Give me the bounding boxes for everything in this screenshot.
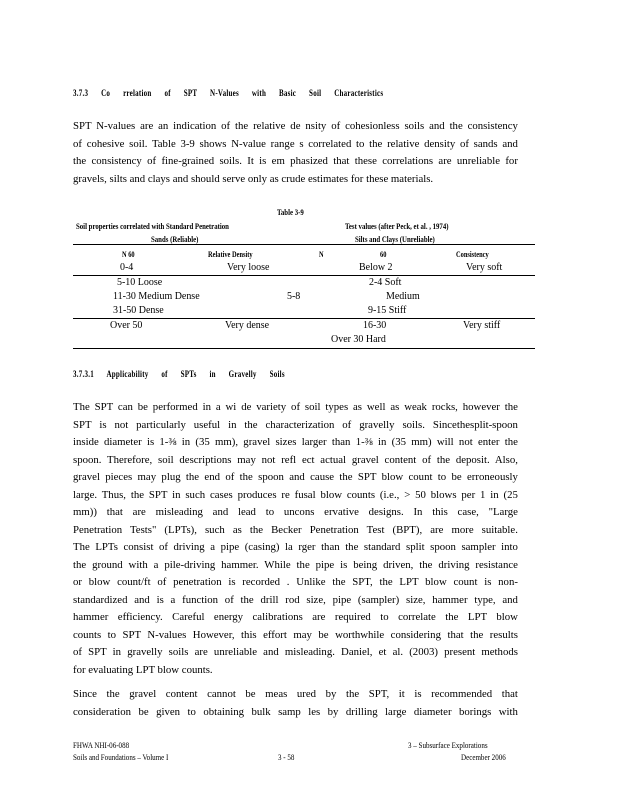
cell-soft: 2-4 Soft xyxy=(369,277,402,288)
table-rule xyxy=(73,275,535,276)
intro-line: gravels, silts and clays and should serve only as crude estimates for these materials. xyxy=(73,172,434,185)
intro-line: SPT N-values are an indication of the relative de nsity of cohesionless soils and the consistency xyxy=(73,120,518,132)
footer-chapter: 3 – Subsurface Explorations xyxy=(408,741,488,750)
table-rule xyxy=(73,318,535,319)
body-line: standardized and is a function of the drill rod size, pipe (sampler) size, hammer type, and xyxy=(73,593,518,606)
closing-paragraph xyxy=(73,686,518,721)
body-line: The LPTs consist of driving a pipe (casing) la rger than the standard split spoon sampler into xyxy=(73,541,518,553)
cell-n-0-4: 0-4 xyxy=(120,262,134,273)
body-line: inside diameter is 1-⅜ in (35 mm), gravel sizes larger than 1-⅜ in (35 mm) will not enter the xyxy=(73,436,518,448)
body-line: Penetration Tests" (LPTs), such as the Becker Penetration Test (BPT), are more suitable. xyxy=(73,523,518,536)
cell-dense: 31-50 Dense xyxy=(113,305,164,316)
header-consistency: Consistency xyxy=(456,250,489,259)
body-line: large. Thus, the SPT in such cases produces re fusal blow counts (i.e., > 50 blows per 1 in (25 xyxy=(73,488,518,501)
intro-line: the consistency of fine-grained soils. It is em phasized that these correlations are unreliable for xyxy=(73,155,518,167)
cell-very-stiff: Very stiff xyxy=(463,320,501,331)
body-line: mm)) that are misleading and lead to uncons ervative designs. In this case, "Large xyxy=(73,506,518,518)
cell-very-loose: Very loose xyxy=(227,262,270,273)
footer-title: Soils and Foundations – Volume I xyxy=(73,753,169,762)
closing-line: Since the gravel content cannot be meas ured by the SPT, it is recommended that xyxy=(73,688,518,700)
footer-publication-id: FHWA NHI-06-088 xyxy=(73,741,130,750)
body-line: or blow count/ft of penetration is recorded . Unlike the SPT, the LPT blow count is non- xyxy=(73,576,518,588)
cell-below-2: Below 2 xyxy=(359,262,393,273)
cell-very-soft: Very soft xyxy=(466,262,503,273)
intro-line: of cohesive soil. Table 3-9 shows N-value range s correlated to the relative density of sands and xyxy=(73,137,518,150)
body-line: gravel pieces may plug the end of the spoon and cause the SPT blow count to be erroneously xyxy=(73,471,518,483)
body-line: for evaluating LPT blow counts. xyxy=(73,663,213,676)
intro-paragraph xyxy=(73,118,518,188)
section-heading: 3.7.3 Co rrelation of SPT N-Values with Basic Soil Characteristics xyxy=(73,88,384,98)
body-line: SPT is not particularly useful in the characterization of gravelly soils. Sincethesplit-spoon xyxy=(73,418,518,431)
body-line: The SPT can be performed in a wi de variety of soil types as well as weak rocks, however the xyxy=(73,401,518,413)
footer-date: December 2006 xyxy=(461,753,506,762)
subsection-heading: 3.7.3.1 Applicability of SPTs in Gravelly Soils xyxy=(73,369,285,379)
body-line: of SPT in gravelly soils are unreliable and misleading. Daniel, et al. (2003) present methods xyxy=(73,646,518,658)
cell-stiff: 9-15 Stiff xyxy=(368,305,407,316)
body-line: the ground with a pile-driving hammer. While the pipe is being driven, the driving resistance xyxy=(73,558,518,571)
footer-page-number: 3 - 58 xyxy=(278,753,295,762)
cell-medium-dense: 11-30 Medium Dense xyxy=(113,291,200,302)
table-caption-left: Soil properties correlated with Standard Penetration xyxy=(76,221,229,231)
cell-very-dense: Very dense xyxy=(225,320,270,331)
header-n60: N 60 xyxy=(122,250,135,259)
table-rule xyxy=(73,348,535,349)
cell-n-5-8: 5-8 xyxy=(287,291,301,302)
closing-line: consideration be given to obtaining bulk samp les by drilling large diameter borings with xyxy=(73,705,518,718)
cell-medium: Medium xyxy=(386,291,420,302)
body-line: spoon. Therefore, soil descriptions may not refl ect actual gravel content of the deposit. Also, xyxy=(73,453,518,466)
clays-subheading: Silts and Clays (Unreliable) xyxy=(355,234,435,244)
body-line: hammer efficiency. Careful energy calibrations are required to correlate the LPT blow xyxy=(73,611,518,623)
table-rule xyxy=(73,244,535,245)
cell-hard: Over 30 Hard xyxy=(331,334,386,345)
cell-16-30: 16-30 xyxy=(363,320,387,331)
cell-over-50: Over 50 xyxy=(110,320,143,331)
cell-loose: 5-10 Loose xyxy=(117,277,163,288)
header-relative-density: Relative Density xyxy=(208,250,253,259)
header-n: N xyxy=(319,250,324,259)
sands-subheading: Sands (Reliable) xyxy=(151,234,199,244)
table-number: Table 3-9 xyxy=(277,207,304,217)
body-line: counts to SPT N-values However, this effort may be worthwhile considering that the results xyxy=(73,628,518,641)
body-paragraph xyxy=(73,399,518,679)
header-n60-right: 60 xyxy=(380,250,387,259)
table-caption-right: Test values (after Peck, et al. , 1974) xyxy=(345,221,449,231)
